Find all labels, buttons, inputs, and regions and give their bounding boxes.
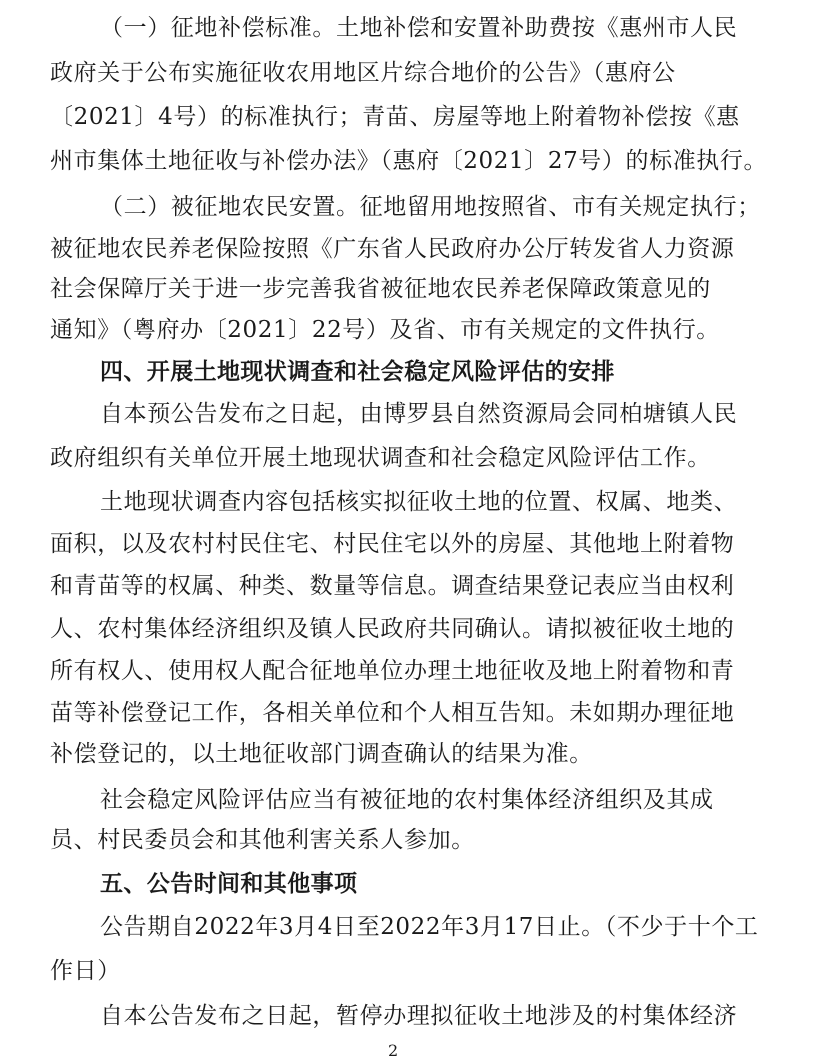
body-text-line: 所有权人、使用权人配合征地单位办理土地征收及地上附着物和青 bbox=[50, 658, 735, 684]
body-text-line: 州市集体土地征收与补偿办法》（惠府〔2021〕27号）的标准执行。 bbox=[50, 148, 768, 174]
body-text-line: 被征地农民养老保险按照《广东省人民政府办公厅转发省人力资源 bbox=[50, 236, 735, 262]
body-text-line: 公告期自2022年3月4日至2022年3月17日止。（不少于十个工 bbox=[100, 914, 759, 940]
body-text-line: （一）征地补偿标准。土地补偿和安置补助费按《惠州市人民 bbox=[100, 15, 738, 41]
body-text-line: 补偿登记的，以土地征收部门调查确认的结果为准。 bbox=[50, 741, 593, 767]
body-text-line: 苗等补偿登记工作，各相关单位和个人相互告知。未如期办理征地 bbox=[50, 700, 735, 726]
body-text-line: 和青苗等的权属、种类、数量等信息。调查结果登记表应当由权利 bbox=[50, 573, 735, 599]
body-text-line: 员、村民委员会和其他利害关系人参加。 bbox=[50, 827, 475, 853]
body-text-line: 土地现状调查内容包括核实拟征收土地的位置、权属、地类、 bbox=[100, 489, 738, 515]
body-text-line: 〔2021〕4号）的标准执行；青苗、房屋等地上附着物补偿按《惠 bbox=[50, 104, 740, 130]
body-text-line: 社会稳定风险评估应当有被征地的农村集体经济组织及其成 bbox=[100, 787, 714, 813]
body-text-line: 自本公告发布之日起，暂停办理拟征收土地涉及的村集体经济 bbox=[100, 1003, 738, 1029]
section-heading: 四、开展土地现状调查和社会稳定风险评估的安排 bbox=[100, 359, 615, 385]
body-text-line: 面积，以及农村村民住宅、村民住宅以外的房屋、其他地上附着物 bbox=[50, 531, 735, 557]
page-number: 2 bbox=[388, 1041, 399, 1060]
body-text-line: 社会保障厅关于进一步完善我省被征地农民养老保障政策意见的 bbox=[50, 276, 711, 302]
body-text-line: （二）被征地农民安置。征地留用地按照省、市有关规定执行； bbox=[100, 194, 761, 220]
body-text-line: 人、农村集体经济组织及镇人民政府共同确认。请拟被征收土地的 bbox=[50, 616, 735, 642]
body-text-line: 作日） bbox=[50, 958, 121, 984]
body-text-line: 政府组织有关单位开展土地现状调查和社会稳定风险评估工作。 bbox=[50, 445, 711, 471]
section-heading: 五、公告时间和其他事项 bbox=[100, 871, 358, 897]
body-text-line: 自本预公告发布之日起，由博罗县自然资源局会同柏塘镇人民 bbox=[100, 401, 738, 427]
body-text-line: 政府关于公布实施征收农用地区片综合地价的公告》（惠府公 bbox=[50, 60, 676, 86]
body-text-line: 通知》（粤府办〔2021〕22号）及省、市有关规定的文件执行。 bbox=[50, 317, 720, 343]
